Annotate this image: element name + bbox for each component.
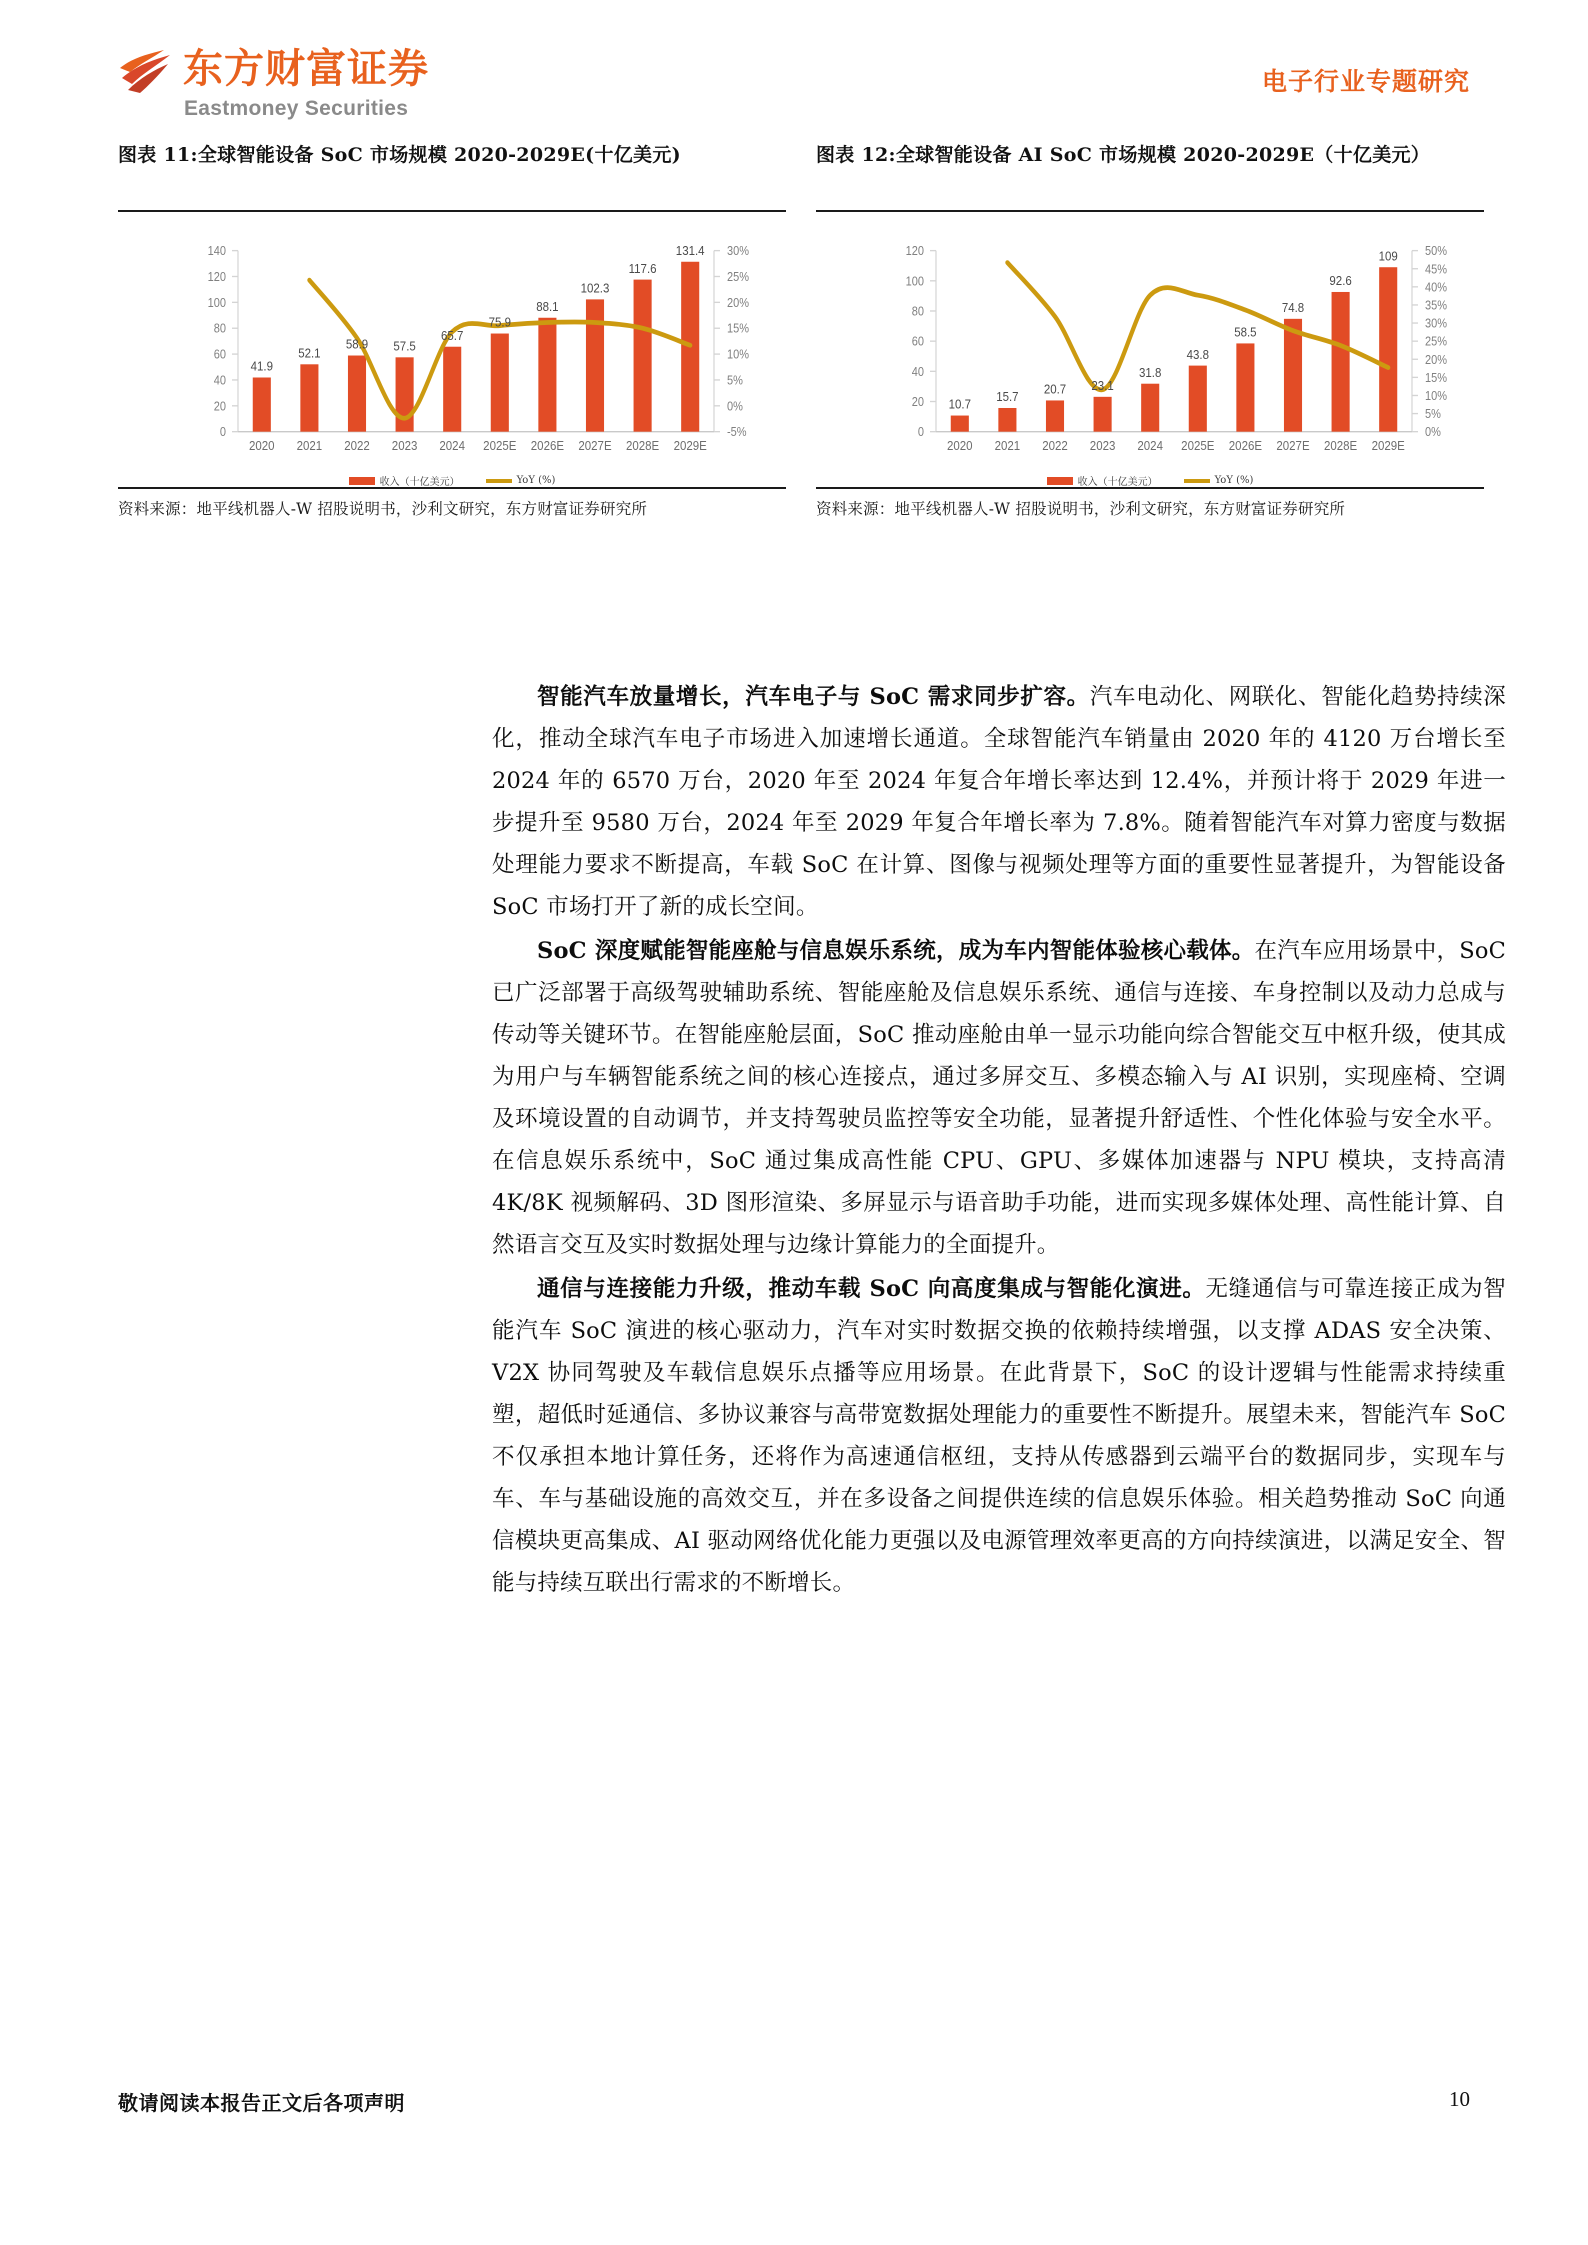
f12-y-tick-label: 0 [917, 425, 924, 440]
f11-bar [586, 299, 604, 431]
f11-y-tick-label: 20 [213, 399, 226, 414]
f12-bar [1332, 292, 1350, 432]
chart-figure-12-svg [816, 228, 1484, 486]
f11-x-tick-label: 2026E [530, 438, 565, 453]
f12-y2-tick-label: 45% [1425, 262, 1448, 277]
figure-11-y-axis [208, 245, 238, 440]
f12-y2-tick-label: 40% [1425, 280, 1448, 295]
paragraph-1: 智能汽车放量增长，汽车电子与 SoC 需求同步扩容。汽车电动化、网联化、智能化趋势持续深化，推动全球汽车电子市场进入加速增长通道。全球智能汽车销量由 2020 年的 4120 万台增长至 2024 年的 6570 万台，2020 年至 2024 年复合年增长率达到 12.4%，并预计将于 2029 年进一步提升至 9580 万台，2024 年至 2029 年复合年增长率为 7.8%。随着智能汽车对算力密度与数据处理能力要求不断提高，车载 SoC 在计算、图像与视频处理等方面的重要性显著提升，为智能设备 SoC 市场打开了新的成长空间。 [492, 684, 1507, 920]
f11-y-tick-label: 40 [213, 373, 226, 388]
line-swatch-icon [1184, 479, 1210, 483]
f12-bar-value-label: 31.8 [1139, 365, 1162, 381]
f11-x-tick-label: 2023 [391, 438, 418, 453]
chart-figure-12-plot [816, 228, 1484, 486]
figure-11-legend-label-yoy: YoY (%) [516, 475, 556, 486]
chart-figure-11-plot [118, 228, 786, 486]
f11-y-tick-label: 80 [213, 322, 226, 336]
figure-12-secondary-y-axis [1412, 245, 1448, 440]
figure-12-legend-label-revenue: 收入（十亿美元） [1077, 477, 1158, 488]
figure-12-legend [816, 473, 1484, 488]
eastmoney-arrow-logo-icon [118, 44, 174, 94]
figure-12-block [816, 140, 1484, 524]
page-header [0, 0, 1588, 128]
f12-bar-value-label: 74.8 [1281, 300, 1305, 316]
f12-y2-tick-label: 20% [1425, 353, 1448, 367]
f11-bar-value-label: 88.1 [536, 299, 559, 315]
f11-bar [634, 280, 652, 432]
f11-x-tick-label: 2028E [625, 438, 660, 453]
chart-figure-11-svg [118, 228, 786, 486]
f12-x-tick-label: 2024 [1137, 438, 1163, 453]
f12-bar-value-label: 92.6 [1329, 273, 1352, 289]
figure-12-y-axis [906, 245, 936, 440]
f12-bar [1141, 384, 1159, 432]
bar-swatch-icon [1047, 477, 1073, 485]
f12-x-tick-label: 2026E [1228, 438, 1263, 453]
f12-x-tick-label: 2022 [1042, 438, 1068, 453]
f12-y2-tick-label: 30% [1425, 316, 1448, 331]
f12-bar [1379, 267, 1397, 431]
f11-bar-value-label: 117.6 [628, 261, 657, 276]
f11-bar-value-label: 58.9 [345, 337, 369, 352]
f12-x-tick-label: 2020 [947, 438, 973, 453]
f11-x-tick-label: 2022 [344, 438, 370, 453]
f11-y-tick-label: 60 [213, 348, 226, 362]
f12-bar-value-label: 23.1 [1091, 378, 1114, 394]
figure-12-legend-label-yoy: YoY (%) [1214, 475, 1254, 486]
article-body [492, 676, 1506, 1606]
f11-y2-tick-label: 5% [727, 373, 743, 388]
figure-11-legend [118, 473, 786, 488]
figure-12-legend-item-yoy [1184, 475, 1254, 486]
figure-11-body [118, 212, 786, 487]
f12-bar-value-label: 15.7 [996, 389, 1019, 405]
f12-bar [1236, 343, 1254, 431]
logo-row [118, 44, 429, 94]
f11-bar-value-label: 65.7 [441, 328, 464, 344]
chart-figure-12 [816, 228, 1484, 486]
f11-bar [253, 377, 271, 431]
f11-bar [300, 364, 318, 431]
f11-y2-tick-label: 0% [727, 399, 743, 414]
f12-bar-value-label: 109 [1378, 248, 1398, 264]
f12-y-tick-label: 40 [911, 365, 924, 380]
f12-bar [951, 416, 969, 432]
f11-bar-value-label: 52.1 [298, 345, 321, 361]
f11-y2-tick-label: 15% [727, 322, 750, 336]
f12-bar [1189, 366, 1207, 432]
figure-11-x-axis-labels [249, 438, 707, 453]
f12-x-tick-label: 2021 [994, 438, 1021, 453]
f12-bar [1284, 319, 1302, 432]
figure-12-source: 资料来源：地平线机器人-W 招股说明书，沙利文研究，东方财富证券研究所 [816, 500, 1346, 518]
f12-y-tick-label: 80 [911, 304, 924, 319]
f11-bar-value-label: 131.4 [675, 243, 705, 259]
logo-english-text: Eastmoney Securities [184, 97, 409, 120]
f11-y-tick-label: 100 [207, 296, 226, 311]
paragraph-2: SoC 深度赋能智能座舱与信息娱乐系统，成为车内智能体验核心载体。在汽车应用场景中，SoC 已广泛部署于高级驾驶辅助系统、智能座舱及信息娱乐系统、通信与连接、车身控制以及动力总成与传动等关键环节。在智能座舱层面，SoC 推动座舱由单一显示功能向综合智能交互中枢升级，使其成为用户与车辆智能系统之间的核心连接点，通过多屏交互、多模态输入与 AI 识别，实现座椅、空调及环境设置的自动调节，并支持驾驶员监控等安全功能，显著提升舒适性、个性化体验与安全水平。在信息娱乐系统中，SoC 通过集成高性能 CPU、GPU、多媒体加速器与 NPU 模块，支持高清 4K/8K 视频解码、3D 图形渲染、多屏显示与语音助手功能，进而实现多媒体处理、高性能计算、自然语言交互及实时数据处理与边缘计算能力的全面提升。 [492, 938, 1506, 1258]
f12-x-tick-label: 2029E [1371, 438, 1405, 453]
f11-y-tick-label: 120 [207, 270, 226, 285]
f11-bar [443, 347, 461, 432]
figure-11-legend-item-yoy [486, 475, 556, 486]
f11-y2-tick-label: 10% [727, 348, 750, 362]
f12-y2-tick-label: 0% [1425, 425, 1441, 440]
f12-y-tick-label: 120 [905, 244, 924, 259]
figure-11-legend-label-revenue: 收入（十亿美元） [379, 477, 460, 488]
f11-x-tick-label: 2027E [578, 438, 612, 453]
brand-logo [118, 44, 429, 121]
f11-y2-tick-label: -5% [727, 425, 747, 440]
f12-y-tick-label: 20 [911, 395, 924, 410]
f11-y2-tick-label: 30% [727, 244, 750, 259]
f12-y-tick-label: 60 [911, 335, 924, 349]
f11-bar [348, 356, 366, 432]
f11-bar-value-label: 102.3 [580, 280, 610, 296]
f11-y-tick-label: 0 [219, 425, 226, 440]
footer-disclaimer: 敬请阅读本报告正文后各项声明 [118, 2091, 405, 2115]
f11-y-tick-label: 140 [207, 244, 226, 259]
f12-bar [998, 408, 1016, 432]
f12-y2-tick-label: 25% [1425, 335, 1448, 349]
paragraph-3: 通信与连接能力升级，推动车载 SoC 向高度集成与智能化演进。无缝通信与可靠连接正成为智能汽车 SoC 演进的核心驱动力，汽车对实时数据交换的依赖持续增强，以支撑 ADAS 安全决策、V2X 协同驾驶及车载信息娱乐点播等应用场景。在此背景下，SoC 的设计逻辑与性能需求持续重塑，超低时延通信、多协议兼容与高带宽数据处理能力的重要性不断提升。展望未来，智能汽车 SoC 不仅承担本地计算任务，还将作为高速通信枢纽，支持从传感器到云端平台的数据同步，实现车与车、车与基础设施的高效交互，并在多设备之间提供连续的信息娱乐体验。相关趋势推动 SoC 向通信模块更高集成、AI 驱动网络优化能力更强以及电源管理效率更高的方向持续演进，以满足安全、智能与持续互联出行需求的不断增长。 [492, 1276, 1506, 1596]
f12-y2-tick-label: 35% [1425, 298, 1448, 313]
figure-11-legend-item-revenue [349, 473, 460, 488]
f11-bar [538, 318, 556, 432]
bar-swatch-icon [349, 477, 375, 485]
f11-bar-value-label: 41.9 [250, 359, 273, 374]
f11-x-tick-label: 2020 [249, 438, 275, 453]
chart-figure-11 [118, 228, 786, 486]
figure-12-caption: 图表 12:全球智能设备 AI SoC 市场规模 2020-2029E（十亿美元） [816, 144, 1431, 166]
f11-bar-value-label: 57.5 [393, 338, 416, 354]
f12-y2-tick-label: 15% [1425, 371, 1448, 386]
f12-x-tick-label: 2023 [1089, 438, 1116, 453]
page-footer [0, 2087, 1588, 2127]
f12-bar-value-label: 58.5 [1234, 324, 1257, 340]
f11-y2-tick-label: 25% [727, 270, 750, 285]
figure-12-x-axis-labels [947, 438, 1405, 453]
f11-y2-tick-label: 20% [727, 296, 750, 311]
f12-bar-value-label: 43.8 [1186, 347, 1209, 362]
f12-y2-tick-label: 5% [1425, 407, 1441, 422]
footer-page-number: 10 [1449, 2087, 1470, 2111]
f11-bar [491, 334, 509, 432]
figure-11-block [118, 140, 786, 524]
f12-y2-tick-label: 10% [1425, 389, 1448, 404]
logo-chinese-text: 东方财富证券 [183, 46, 429, 92]
header-report-title: 电子行业专题研究 [1261, 67, 1470, 96]
f12-bar-value-label: 10.7 [948, 397, 971, 412]
f12-y2-tick-label: 50% [1425, 244, 1448, 259]
f12-bar [1046, 400, 1064, 431]
f11-x-tick-label: 2029E [673, 438, 707, 453]
f12-bar-value-label: 20.7 [1043, 382, 1067, 397]
f12-y-tick-label: 100 [905, 274, 924, 289]
figure-12-legend-item-revenue [1047, 473, 1158, 488]
f11-x-tick-label: 2024 [439, 438, 465, 453]
line-swatch-icon [486, 479, 512, 483]
f11-x-tick-label: 2025E [483, 438, 517, 453]
f12-bar [1094, 397, 1112, 432]
f12-x-tick-label: 2027E [1276, 438, 1310, 453]
figure-12-body [816, 212, 1484, 487]
f11-bar-value-label: 75.9 [488, 315, 511, 330]
figure-12-bars [948, 267, 1397, 431]
figure-11-caption: 图表 11:全球智能设备 SoC 市场规模 2020-2029E(十亿美元) [118, 144, 681, 166]
f12-x-tick-label: 2025E [1181, 438, 1215, 453]
f12-x-tick-label: 2028E [1323, 438, 1358, 453]
f11-x-tick-label: 2021 [296, 438, 323, 453]
figure-11-source: 资料来源：地平线机器人-W 招股说明书，沙利文研究，东方财富证券研究所 [118, 500, 648, 518]
figure-11-secondary-y-axis [714, 245, 750, 440]
